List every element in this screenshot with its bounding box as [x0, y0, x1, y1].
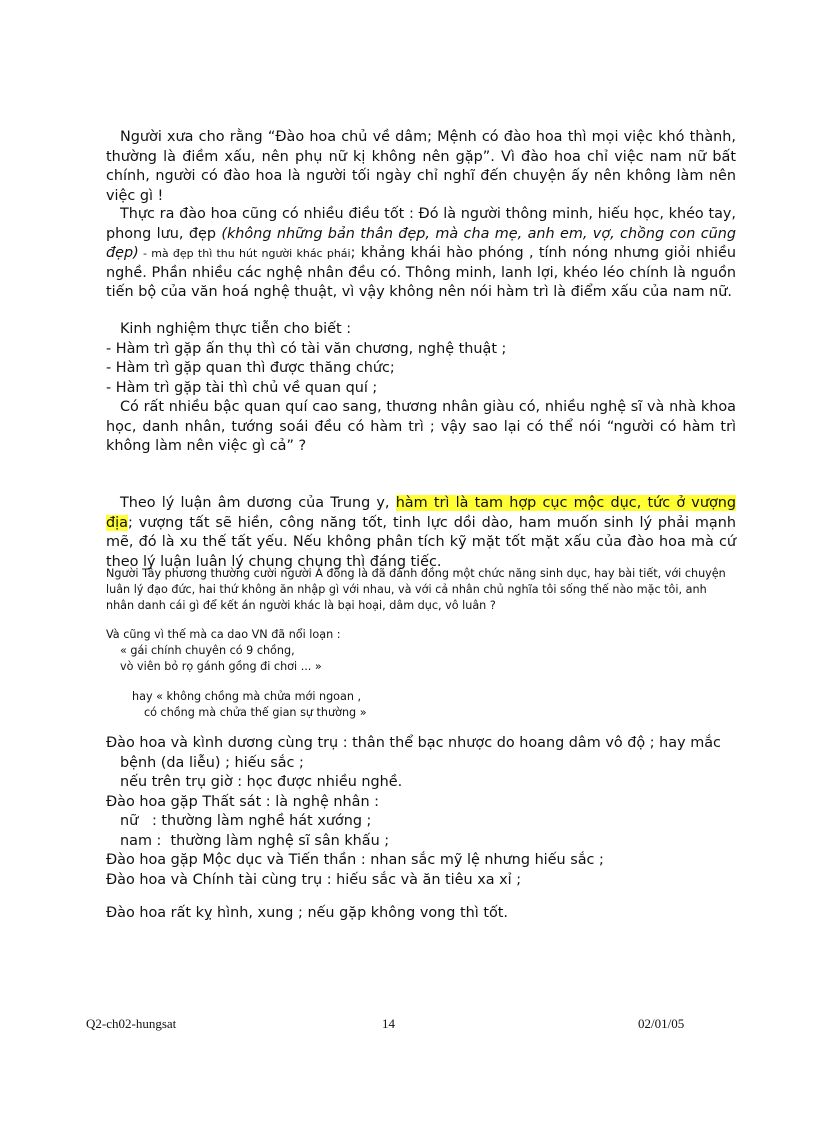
- paragraph-4-text-a: Theo lý luận âm dương của Trung y,: [120, 495, 396, 511]
- footer-filename: Q2-ch02-hungsat: [86, 1016, 177, 1031]
- experience-item: - Hàm trì gặp tài thì chủ về quan quí ;: [106, 379, 378, 396]
- verse-line: « gái chính chuyên có 9 chồng,: [120, 644, 295, 657]
- experience-intro: Kinh nghiệm thực tiễn cho biết :: [120, 321, 352, 337]
- final-line: Đào hoa rất kỵ hình, xung ; nếu gặp không vong thì tốt.: [106, 905, 509, 921]
- list-line: nữ : thường làm nghề hát xướng ;: [120, 813, 372, 829]
- highlighted-text: hàm trì là tam hợp cục mộc dục, tức ở vượng địa: [106, 495, 737, 531]
- verse-intro: Và cũng vì thế mà ca dao VN đã nổi loạn :: [106, 628, 341, 641]
- list-line: nếu trên trụ giờ : học được nhiều nghề.: [120, 774, 403, 790]
- paragraph-2: [106, 205, 736, 303]
- note-paragraph-1: Người Tây phương thường cười người Á đông là đã đánh đồng một chức năng sinh dục, hay bài tiết, với chuyện luân lý đạo đức, hai thứ không ăn nhập gì với nhau, và với cả nhân chủ nghĩa tôi sống thế nào mặc tôi, anh nhân danh cái gì để kết án người khác là bại hoại, dâm dục, vô luân ?: [106, 567, 726, 612]
- experience-item: - Hàm trì gặp quan thì được thăng chức;: [106, 360, 395, 376]
- list-line: nam : thường làm nghệ sĩ sân khấu ;: [120, 832, 390, 849]
- paragraph-1: Người xưa cho rằng “Đào hoa chủ về dâm; Mệnh có đào hoa thì mọi việc khó thành, thường là điềm xấu, nên phụ nữ kị không nên gặp”. Vì đào hoa chỉ việc nam nữ bất chính, người có đào hoa là người tối ngày chỉ nghĩ đến chuyện ấy nên không làm nên việc gì !: [106, 129, 736, 204]
- verse-line: có chồng mà chửa thế gian sự thường »: [144, 706, 367, 719]
- folk-verse-section: [106, 627, 736, 721]
- experience-item: - Hàm trì gặp ấn thụ thì có tài văn chương, nghệ thuật ;: [106, 340, 507, 357]
- footer-page-number: 14: [382, 1016, 395, 1031]
- experience-section: [106, 320, 736, 457]
- verse-line: hay « không chồng mà chửa mới ngoan ,: [132, 690, 362, 703]
- footer-date: 02/01/05: [638, 1016, 685, 1031]
- paragraph-4-text-b: ; vượng tất sẽ hiền, công năng tốt, tinh lực dồi dào, ham muốn sinh lý phải mạnh mẽ, đó là xu thế tất yếu. Nếu không phân tích kỹ mặt tốt mặt xấu của đào hoa mà cứ theo lý luận luân lý chung chung thì đáng tiếc.: [106, 514, 736, 570]
- verse-line: vò viên bỏ rọ gánh gồng đi chơi ... »: [120, 660, 322, 673]
- paragraph-4: [106, 494, 736, 572]
- paragraph-2-small: - mà đẹp thì thu hút người khác phái: [138, 247, 351, 260]
- list-line: Đào hoa gặp Thất sát : là nghệ nhân :: [106, 793, 380, 810]
- list-line: Đào hoa và kình dương cùng trụ : thân thể bạc nhược do hoang dâm vô độ ; hay mắc: [106, 735, 721, 751]
- experience-after: Có rất nhiều bậc quan quí cao sang, thương nhân giàu có, nhiều nghệ sĩ và nhà khoa học, danh nhân, tướng soái đều có hàm trì ; vậy sao lại có thể nói “người có hàm trì không làm nên việc gì cả” ?: [106, 399, 736, 454]
- paragraph-2-text-b: ; khảng khái hào phóng , tính nóng nhưng giỏi nhiều nghề. Phần nhiều các nghệ nhân đều có. Thông minh, lanh lợi, khéo léo chính là nguồn tiến bộ của văn hoá nghệ thuật, vì vậy không nên nói hàm trì là điểm xấu của nam nữ.: [106, 245, 736, 300]
- paragraph-2-text-a: Thực ra đào hoa cũng có nhiều điều tốt : Đó là người thông minh, hiếu học, khéo tay, phong lưu, đẹp: [106, 206, 736, 242]
- list-line: Đào hoa và Chính tài cùng trụ : hiếu sắc và ăn tiêu xa xỉ ;: [106, 871, 522, 888]
- list-line: bệnh (da liễu) ; hiếu sắc ;: [120, 754, 304, 771]
- paragraph-2-italic: (không những bản thân đẹp, mà cha mẹ, anh em, vợ, chồng con cũng đẹp): [106, 225, 736, 261]
- list-line: Đào hoa gặp Mộc dục và Tiến thần : nhan sắc mỹ lệ nhưng hiếu sắc ;: [106, 852, 604, 868]
- dao-hoa-list: [106, 734, 736, 890]
